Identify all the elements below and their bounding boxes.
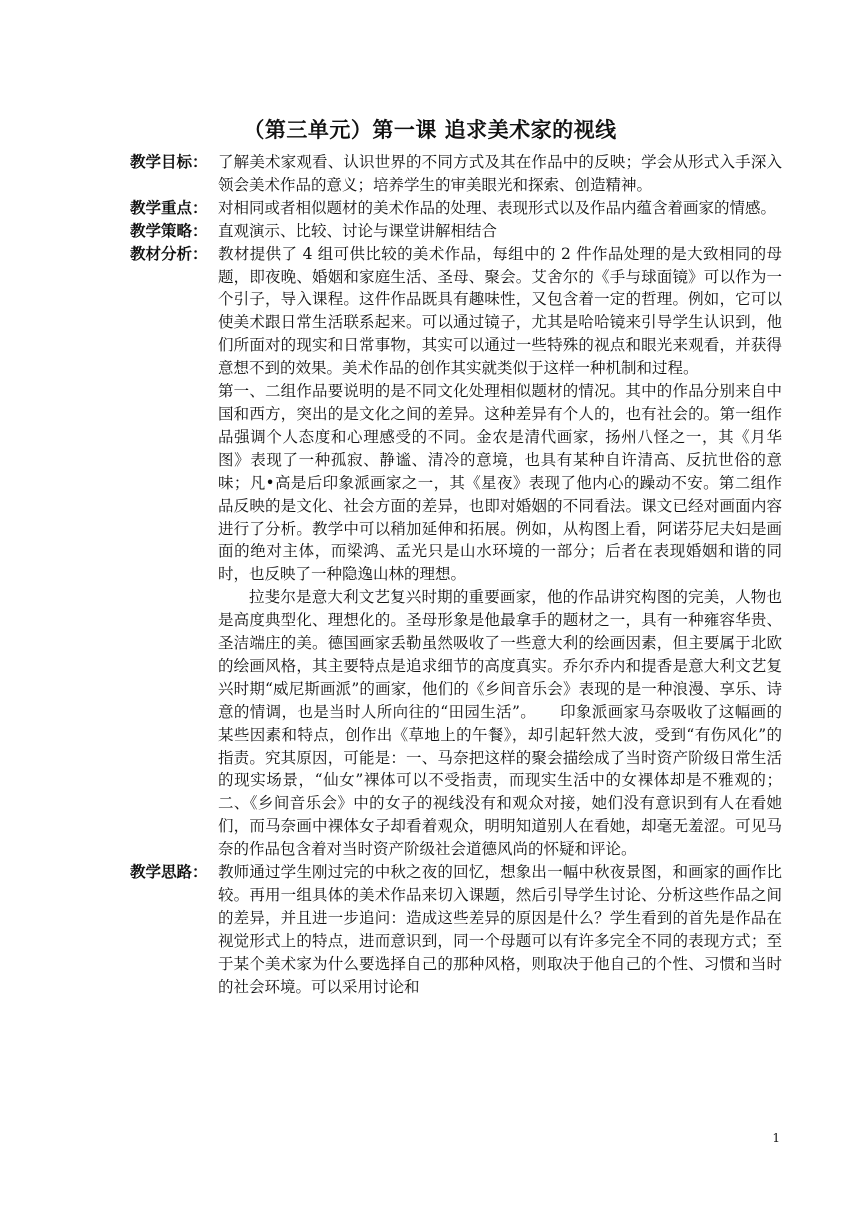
section-label: 教学目标： [130,152,208,171]
section-teaching-focus [130,197,782,220]
section-material-analysis [130,243,782,861]
section-teaching-goals [130,151,782,197]
section-text [218,220,782,243]
section-teaching-strategy [130,220,782,243]
paragraph: 教材提供了 4 组可供比较的美术作品，每组中的 2 件作品处理的是大致相同的母题，即夜晚、婚姻和家庭生活、圣母、聚会。艾舍尔的《手与球面镜》可以作为一个引子，导入课程。这件作品既具有趣味性，又包含着一定的哲理。例如，它可以使美术跟日常生活联系起来。可以通过镜子，尤其是哈哈镜来引导学生认识到，他们所面对的现实和日常事物，其实可以通过一些特殊的视点和眼光来观看，并获得意想不到的效果。美术作品的创作其实就类似于这样一种机制和过程。 [218,244,782,378]
section-label: 教学重点： [130,197,208,217]
section-label: 教学策略： [130,220,208,240]
paragraph: 拉斐尔是意大利文艺复兴时期的重要画家，他的作品讲究构图的完美，人物也是高度典型化、理想化的。圣母形象是他最拿手的题材之一，具有一种雍容华贵、圣洁端庄的美。德国画家丢勒虽然吸收了一些意大利的绘画因素，但主要属于北欧的绘画风格，其主要特点是追求细节的高度真实。乔尔乔内和提香是意大利文艺复兴时期“威尼斯画派”的画家，他们的《乡间音乐会》表现的是一种浪漫、享乐、诗意的情调，也是当时人所向往的“田园生活”。 印象派画家马奈吸收了这幅画的某些因素和特点，创作出《草地上的午餐》，却引起轩然大波，受到“有伤风化”的指责。究其原因，可能是：一、马奈把这样的聚会描绘成了当时资产阶级日常生活的现实场景，“仙女”裸体可以不受指责，而现实生活中的女裸体却是不雅观的；二、《乡间音乐会》中的女子的视线没有和观众对接，她们没有意识到有人在看她们，而马奈画中裸体女子却看着观众，明明知道别人在看她，却毫无羞涩。可见马奈的作品包含着对当时资产阶级社会道德风尚的怀疑和评论。 [218,588,782,859]
paragraph: 第一、二组作品要说明的是不同文化处理相似题材的情况。其中的作品分别来自中国和西方，突出的是文化之间的差异。这种差异有个人的，也有社会的。第一组作品强调个人态度和心理感受的不同。金农是清代画家，扬州八怪之一，其《月华图》表现了一种孤寂、静谧、清冷的意境，也具有某种自许清高、反抗世俗的意味；凡•高是后印象派画家之一，其《星夜》表现了他内心的躁动不安。第二组作品反映的是文化、社会方面的差异，也即对婚姻的不同看法。课文已经对画面内容进行了分析。教学中可以稍加延伸和拓展。例如，从构图上看，阿诺芬尼夫妇是画面的绝对主体，而梁鸿、孟光只是山水环境的一部分；后者在表现婚姻和谐的同时，也反映了一种隐逸山林的理想。 [218,382,782,584]
section-label: 教学思路： [130,862,208,882]
document-title: （第三单元）第一课 追求美术家的视线 [243,117,617,142]
section-teaching-approach [130,861,782,998]
paragraph: 对相同或者相似题材的美术作品的处理、表现形式以及作品内蕴含着画家的情感。 [218,198,777,217]
paragraph: 直观演示、比较、讨论与课堂讲解相结合 [218,221,498,240]
paragraph: 教师通过学生刚过完的中秋之夜的回忆，想象出一幅中秋夜景图，和画家的画作比较。再用一组具体的美术作品来切入课题，然后引导学生讨论、分析这些作品之间的差异，并且进一步追问：造成这些差异的原因是什么？学生看到的首先是作品在视觉形式上的特点，进而意识到，同一个母题可以有许多完全不同的表现方式；至于某个美术家为什么要选择自己的那种风格，则取决于他自己的个性、习惯和当时的社会环境。可以采用讨论和 [218,863,782,996]
section-text [218,861,782,998]
page-number: 1 [772,1131,780,1145]
paragraph: 了解美术家观看、认识世界的不同方式及其在作品中的反映；学会从形式入手深入领会美术作品的意义；培养学生的审美眼光和探索、创造精神。 [218,153,782,194]
document-body [130,151,782,999]
section-text [218,243,782,861]
section-label: 教材分析： [130,243,208,263]
section-text [218,197,782,220]
section-text [218,151,782,197]
